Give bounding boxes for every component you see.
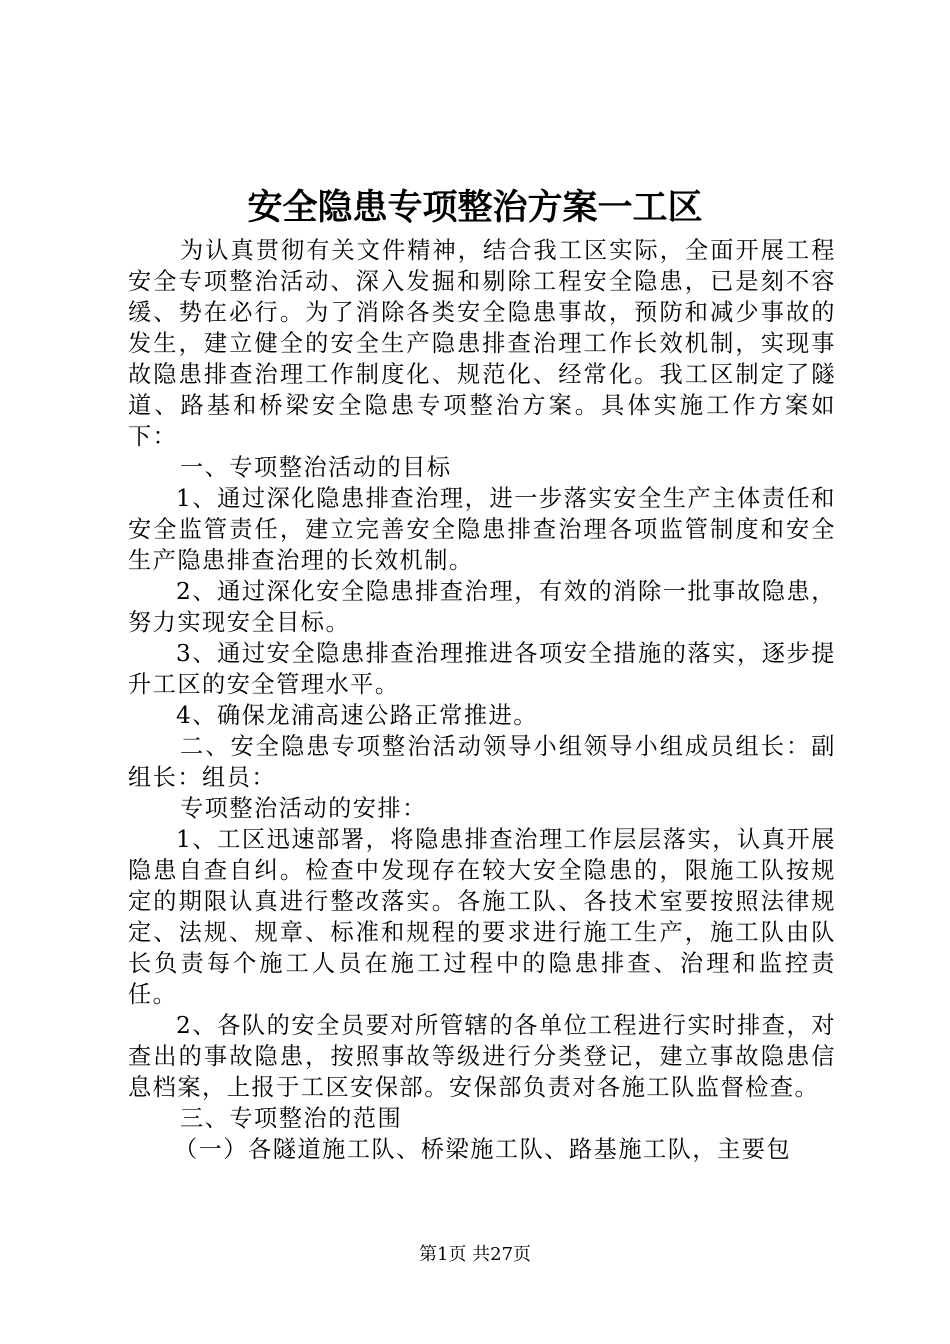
paragraph-goal-4: 4、确保龙浦高速公路正常推进。 [176, 702, 538, 729]
document-title: 安全隐患专项整治方案一工区 [247, 187, 703, 228]
paragraph-goal-3: 3、通过安全隐患排查治理推进各项安全措施的落实，逐步提升工区的安全管理水平。 [128, 640, 836, 698]
paragraph-intro: 为认真贯彻有关文件精神，结合我工区实际，全面开展工程安全专项整治活动、深入发掘和剔除工程安全隐患，已是刻不容缓、势在必行。为了消除各类安全隐患事故，预防和减少事故的发生，建立健全的安全生产隐患排查治理工作长效机制，实现事故隐患排查治理工作制度化、规范化、经常化。我工区制定了隧道、路基和桥梁安全隐患专项整治方案。具体实施工作方案如下： [128, 237, 836, 450]
paragraph-goal-2: 2、通过深化安全隐患排查治理，有效的消除一批事故隐患，努力实现安全目标。 [128, 578, 836, 636]
document-body [128, 235, 836, 1165]
section-heading-1: 一、专项整治活动的目标 [180, 454, 452, 481]
page-number-footer: 第1页 共27页 [418, 1244, 532, 1265]
section-heading-2: 二、安全隐患专项整治活动领导小组领导小组成员组长：副组长：组员： [128, 733, 836, 791]
paragraph-arrangement-heading: 专项整治活动的安排： [180, 795, 427, 822]
paragraph-arrangement-2: 2、各队的安全员要对所管辖的各单位工程进行实时排查，对查出的事故隐患，按照事故等级进行分类登记，建立事故隐患信息档案，上报于工区安保部。安保部负责对各施工队监督检查。 [128, 1012, 836, 1101]
section-heading-3: 三、专项整治的范围 [180, 1105, 403, 1132]
paragraph-goal-1: 1、通过深化隐患排查治理，进一步落实安全生产主体责任和安全监管责任，建立完善安全隐患排查治理各项监管制度和安全生产隐患排查治理的长效机制。 [128, 485, 836, 574]
paragraph-scope-1: （一）各隧道施工队、桥梁施工队、路基施工队，主要包 [174, 1136, 792, 1163]
paragraph-arrangement-1: 1、工区迅速部署，将隐患排查治理工作层层落实，认真开展隐患自查自纠。检查中发现存在较大安全隐患的，限施工队按规定的期限认真进行整改落实。各施工队、各技术室要按照法律规定、法规、规章、标准和规程的要求进行施工生产，施工队由队长负责每个施工人员在施工过程中的隐患排查、治理和监控责任。 [128, 826, 836, 1008]
